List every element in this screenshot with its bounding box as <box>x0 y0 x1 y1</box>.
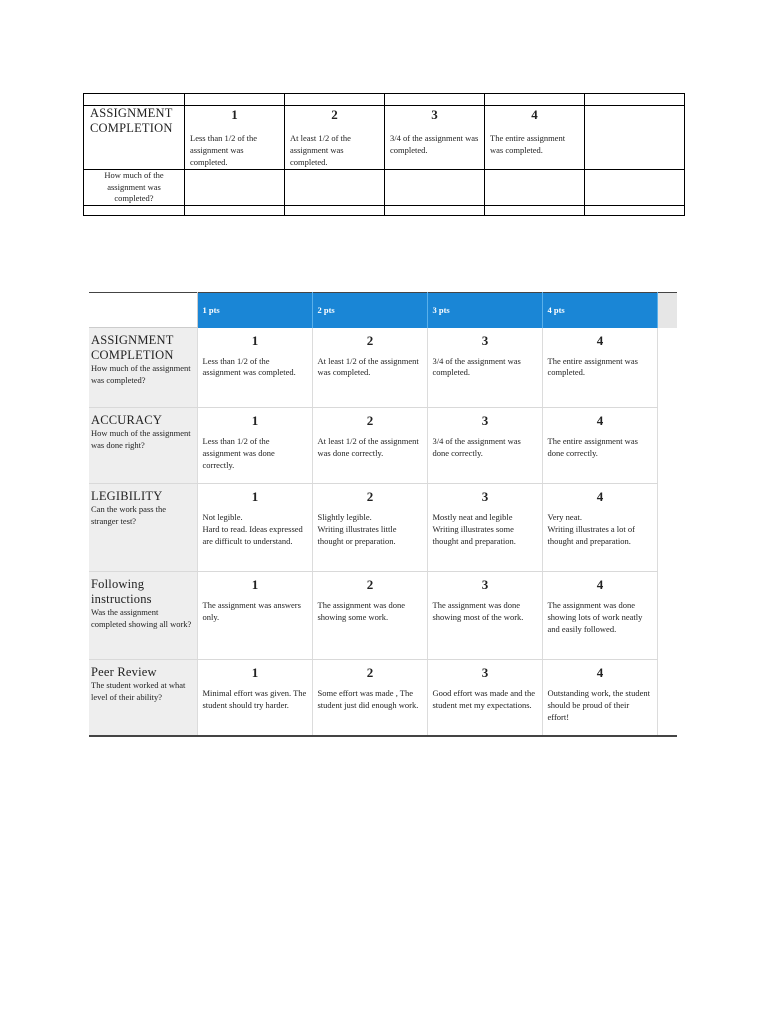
level-description: Less than 1/2 of the assignment was completed. <box>202 355 296 378</box>
level-description: The entire assignment was completed. <box>547 355 638 378</box>
level-description: Less than 1/2 of the assignment was done correctly. <box>202 436 275 470</box>
level-score: 4 <box>596 665 604 680</box>
level-description: 3/4 of the assignment was done correctly. <box>432 436 521 458</box>
level-cell-1 <box>197 328 312 408</box>
criterion-question-cell <box>84 170 185 206</box>
criterion-title: ASSIGNMENT COMPLETION <box>90 106 173 135</box>
level-cell-1 <box>185 106 285 170</box>
level-description: Slightly legible. Writing illustrates little thought or preparation. <box>317 512 397 546</box>
level-score: 3 <box>481 413 489 428</box>
level-score: 3 <box>481 665 489 680</box>
level-score: 4 <box>596 489 604 504</box>
table-row-question <box>84 170 685 206</box>
level-description: Very neat. Writing illustrates a lot of thought and preparation. <box>547 512 635 546</box>
level-description: The entire assignment was completed. <box>490 133 566 155</box>
header-1-pts: 1 pts <box>197 293 312 328</box>
rubric-row-accuracy <box>89 408 677 484</box>
level-score: 3 <box>431 107 438 122</box>
criterion-title: Following instructions <box>91 577 152 606</box>
criterion-cell <box>89 328 197 408</box>
level-cell-3 <box>427 328 542 408</box>
level-description: At least 1/2 of the assignment was completed. <box>317 355 419 378</box>
header-3-pts: 3 pts <box>427 293 542 328</box>
criterion-question: The student worked at what level of their ability? <box>91 680 186 702</box>
level-score: 3 <box>481 577 489 592</box>
level-description: At least 1/2 of the assignment was done correctly. <box>317 436 419 458</box>
level-cell-3 <box>385 106 485 170</box>
level-cell-1 <box>197 572 312 660</box>
rubric-table-styled <box>89 292 677 737</box>
level-score: 1 <box>251 332 259 348</box>
level-score: 1 <box>231 107 238 122</box>
criterion-title: ACCURACY <box>91 413 163 427</box>
rubric-header-row <box>89 293 677 328</box>
criterion-question: Can the work pass the stranger test? <box>91 504 167 526</box>
level-cell-3 <box>427 408 542 484</box>
header-edge-cell <box>657 293 677 328</box>
level-description: The assignment was done showing most of the work. <box>432 600 524 622</box>
criterion-question: Was the assignment completed showing all work? <box>91 607 192 629</box>
level-score: 1 <box>251 665 259 680</box>
level-description: Good effort was made and the student met my expectations. <box>432 688 536 710</box>
level-description: The entire assignment was done correctly. <box>547 436 638 458</box>
level-cell-2 <box>312 328 427 408</box>
level-score: 2 <box>366 413 374 428</box>
level-cell-3 <box>427 660 542 736</box>
level-cell-1 <box>197 660 312 736</box>
criterion-cell <box>84 106 185 170</box>
level-cell-1 <box>197 484 312 572</box>
table-row-empty-bottom <box>84 206 685 216</box>
criterion-cell <box>89 572 197 660</box>
level-cell-4 <box>542 572 657 660</box>
level-cell-3 <box>427 572 542 660</box>
level-score: 2 <box>331 107 338 122</box>
level-description: Less than 1/2 of the assignment was completed. <box>190 133 258 167</box>
header-4-pts: 4 pts <box>542 293 657 328</box>
rubric-row-legibility <box>89 484 677 572</box>
level-score: 1 <box>251 577 259 592</box>
level-description: 3/4 of the assignment was completed. <box>390 133 479 155</box>
level-score: 2 <box>366 332 374 348</box>
level-cell-4 <box>485 106 585 170</box>
level-score: 4 <box>596 577 604 592</box>
level-description: Outstanding work, the student should be proud of their effort! <box>547 688 650 722</box>
level-score: 2 <box>366 577 374 592</box>
table-row-criterion <box>84 106 685 170</box>
level-score: 4 <box>596 332 604 348</box>
criterion-cell <box>89 660 197 736</box>
level-score: 2 <box>366 489 374 504</box>
rubric-row-assignment-completion <box>89 328 677 408</box>
header-2-pts: 2 pts <box>312 293 427 328</box>
level-score: 1 <box>251 489 259 504</box>
level-cell-2 <box>312 572 427 660</box>
header-blank-cell <box>89 293 197 328</box>
level-cell-3 <box>427 484 542 572</box>
level-cell-1 <box>197 408 312 484</box>
level-description: The assignment was answers only. <box>202 600 301 622</box>
level-score: 3 <box>481 489 489 504</box>
level-cell-2 <box>312 660 427 736</box>
table-row-empty-top <box>84 94 685 106</box>
criterion-cell <box>89 408 197 484</box>
rubric-row-following-instructions <box>89 572 677 660</box>
criterion-title: Peer Review <box>91 665 157 679</box>
level-description: 3/4 of the assignment was completed. <box>432 355 521 378</box>
level-score: 4 <box>531 107 538 122</box>
level-cell-4 <box>542 484 657 572</box>
level-cell-2 <box>312 408 427 484</box>
criterion-cell <box>89 484 197 572</box>
level-description: Mostly neat and legible Writing illustrates some thought and preparation. <box>432 512 516 546</box>
criterion-question: How much of the assignment was done right? <box>91 428 191 450</box>
level-description: The assignment was done showing lots of work neatly and easily followed. <box>547 600 643 634</box>
level-cell-4 <box>542 328 657 408</box>
level-cell-4 <box>542 408 657 484</box>
criterion-question: How much of the assignment was completed? <box>91 363 191 385</box>
level-score: 1 <box>251 413 259 428</box>
criterion-question: How much of the assignment was completed? <box>104 170 164 203</box>
level-cell-2 <box>285 106 385 170</box>
level-description: Not legible. Hard to read. Ideas expressed are difficult to understand. <box>202 512 303 546</box>
criterion-title: LEGIBILITY <box>91 489 163 503</box>
empty-cell <box>585 106 685 170</box>
level-score: 2 <box>366 665 374 680</box>
criterion-title: ASSIGNMENT COMPLETION <box>91 333 174 362</box>
level-cell-2 <box>312 484 427 572</box>
level-description: Some effort was made , The student just did enough work. <box>317 688 419 710</box>
level-description: The assignment was done showing some work. <box>317 600 406 622</box>
level-description: Minimal effort was given. The student should try harder. <box>202 688 307 710</box>
rubric-row-peer-review <box>89 660 677 736</box>
level-cell-4 <box>542 660 657 736</box>
level-description: At least 1/2 of the assignment was completed. <box>290 133 351 167</box>
level-score: 4 <box>596 413 604 428</box>
level-score: 3 <box>481 332 489 348</box>
rubric-table-simple <box>83 93 685 216</box>
